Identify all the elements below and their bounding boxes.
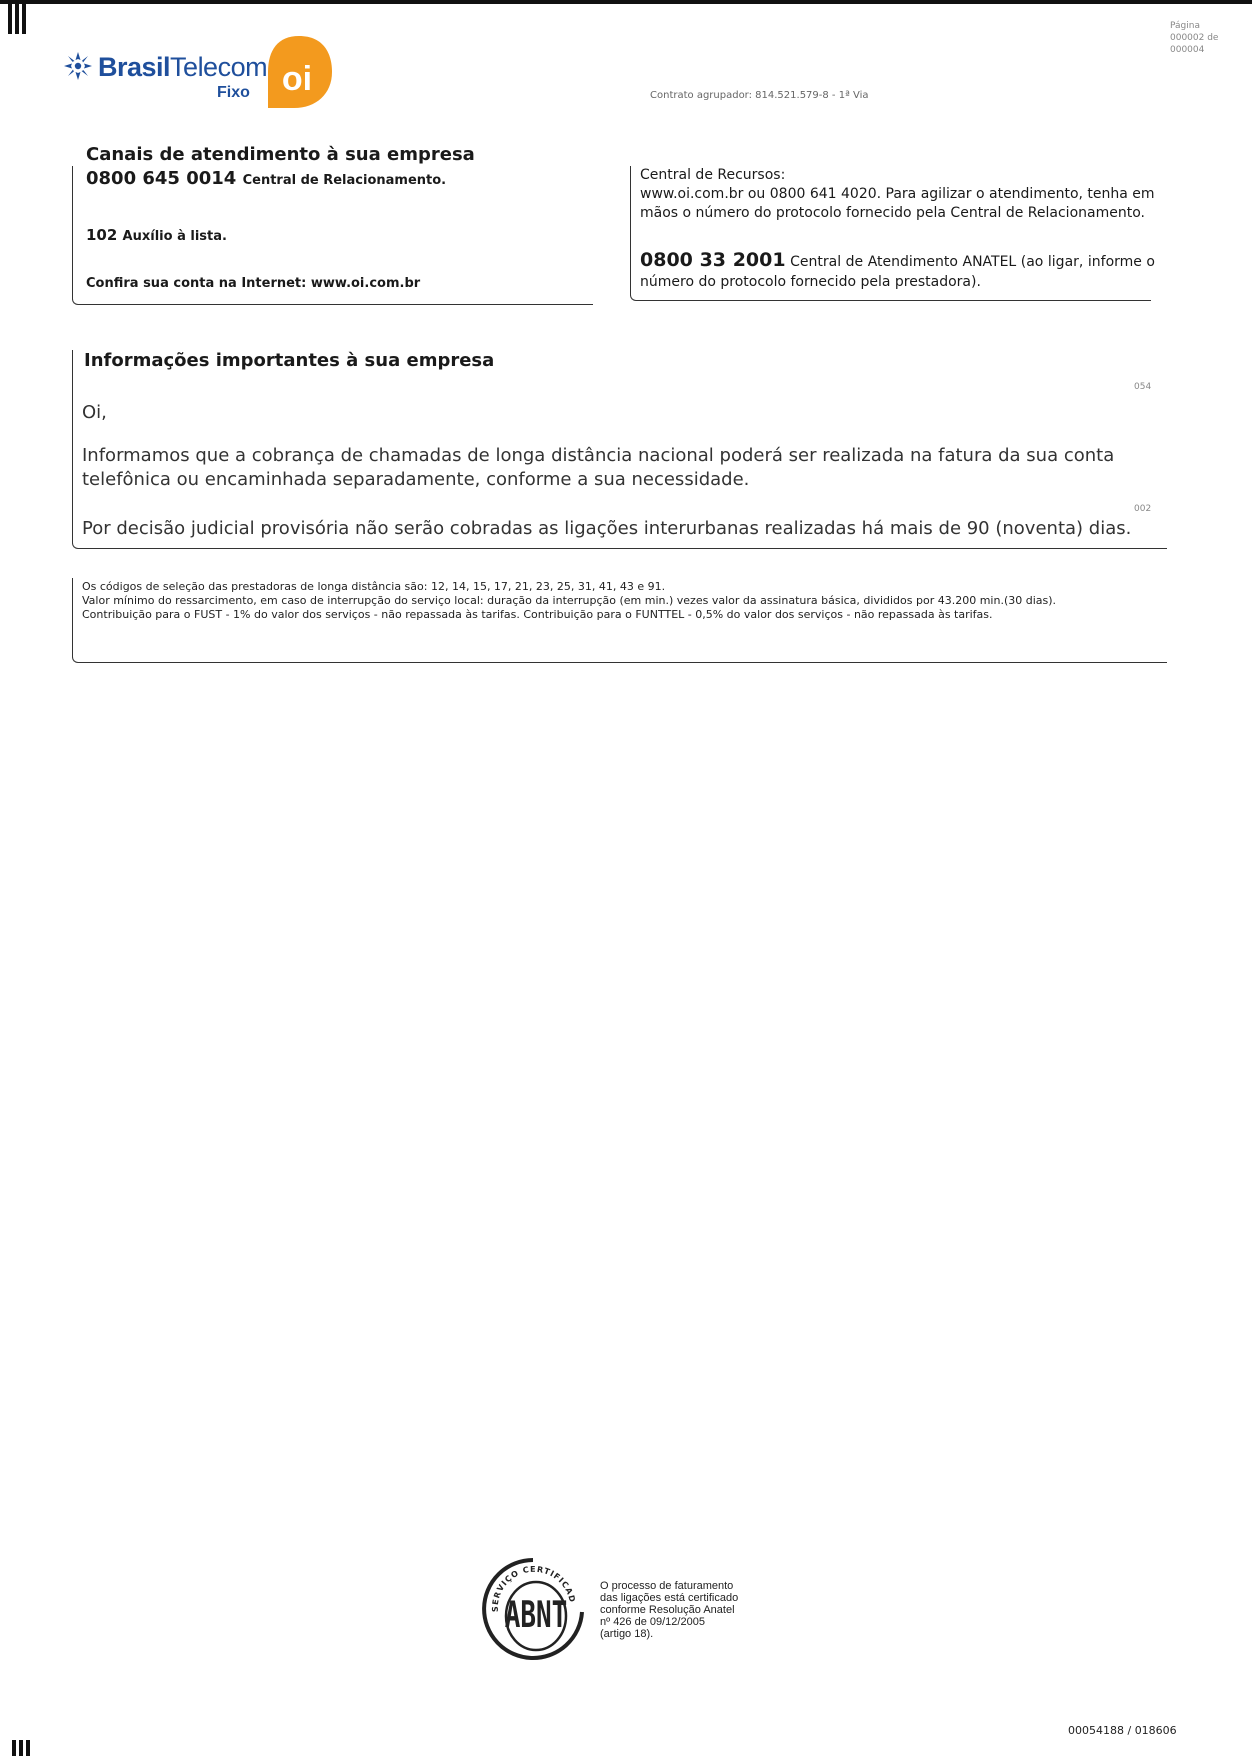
- info-paragraph-2: Por decisão judicial provisória não serão cobradas as ligações interurbanas realizadas há mais de 90 (noventa) dias.: [82, 518, 1132, 539]
- central-recursos-text: www.oi.com.br ou 0800 641 4020. Para agilizar o atendimento, tenha em mãos o número do protocolo fornecido pela Central de Relacionamento.: [640, 186, 1155, 221]
- central-relacionamento-number: 0800 645 0014: [86, 168, 237, 189]
- oi-logo: [264, 34, 334, 110]
- note-contribuicao: Contribuição para o FUST - 1% do valor dos serviços - não repassada às tarifas. Contribuição para o FUNTTEL - 0,5% do valor dos serviços - não repassada às tarifas.: [82, 608, 993, 621]
- informacoes-title: Informações importantes à sua empresa: [84, 350, 495, 371]
- page-number: 000002 de: [1170, 33, 1219, 43]
- legal-notes: [82, 580, 1172, 622]
- note-codigos: Os códigos de seleção das prestadoras de longa distância são: 12, 14, 15, 17, 21, 23, 25, 31, 41, 43 e 91.: [82, 580, 666, 593]
- brasil-telecom-wordmark: BrasilTelecom: [98, 52, 268, 82]
- note-ressarcimento: Valor mínimo do ressarcimento, em caso de interrupção do serviço local: duração da interrupção (em min.) vezes valor da assinatura básica, divididos por 43.200 min.(30 dias).: [82, 594, 1057, 607]
- page-total: 000004: [1170, 45, 1205, 55]
- abnt-caption-line-2: das ligações está certificado: [600, 1592, 739, 1604]
- message-code-b: 002: [1134, 504, 1152, 514]
- abnt-caption-line-1: O processo de faturamento: [600, 1580, 734, 1592]
- abnt-caption-line-3: conforme Resolução Anatel: [600, 1604, 735, 1616]
- confira-internet: Confira sua conta na Internet: www.oi.com.br: [86, 276, 421, 291]
- auxilio-lista-number: 102: [86, 226, 118, 244]
- top-edge-bar: [0, 0, 1252, 4]
- abnt-caption: [600, 1580, 760, 1640]
- oi-logo-text: oi: [281, 60, 313, 98]
- page-info: [1170, 20, 1230, 56]
- canais-title: Canais de atendimento à sua empresa: [86, 144, 475, 165]
- scan-bottom-marks: [10, 1740, 40, 1756]
- central-relacionamento-line: [86, 168, 446, 189]
- document-number: 00054188 / 018606: [1068, 1724, 1177, 1737]
- auxilio-lista-label: Auxílio à lista.: [122, 229, 227, 244]
- abnt-caption-line-5: (artigo 18).: [600, 1628, 654, 1640]
- anatel-text: Central de Atendimento ANATEL (ao ligar, informe o número do protocolo fornecido pela prestadora).: [640, 254, 1156, 290]
- auxilio-lista-line: [86, 226, 227, 244]
- message-code-a: 054: [1134, 382, 1152, 392]
- contrato-agrupador: Contrato agrupador: 814.521.579-8 - 1ª Via: [650, 90, 869, 101]
- central-recursos: [640, 166, 1155, 223]
- central-relacionamento-label: Central de Relacionamento.: [242, 173, 447, 188]
- page-label: Página: [1170, 21, 1200, 31]
- anatel-line: [640, 250, 1155, 292]
- abnt-seal: [478, 1554, 588, 1664]
- anatel-number: 0800 33 2001: [640, 249, 786, 271]
- scan-edge-marks: [2, 2, 30, 38]
- abnt-caption-line-4: nº 426 de 09/12/2005: [600, 1616, 705, 1628]
- logo-fixo-label: Fixo: [217, 84, 250, 101]
- abnt-seal-arc-text: SERVIÇO CERTIFICAD: [490, 1564, 577, 1613]
- abnt-seal-logo: ABNT: [504, 1594, 568, 1637]
- info-paragraph-1: Informamos que a cobrança de chamadas de longa distância nacional poderá ser realizada na fatura da sua conta telefônica ou encaminhada separadamente, conforme a sua necessidade.: [82, 445, 1115, 490]
- brasil-telecom-emblem-icon: [62, 50, 94, 82]
- greeting: Oi,: [82, 402, 107, 423]
- central-recursos-title: Central de Recursos:: [640, 167, 786, 183]
